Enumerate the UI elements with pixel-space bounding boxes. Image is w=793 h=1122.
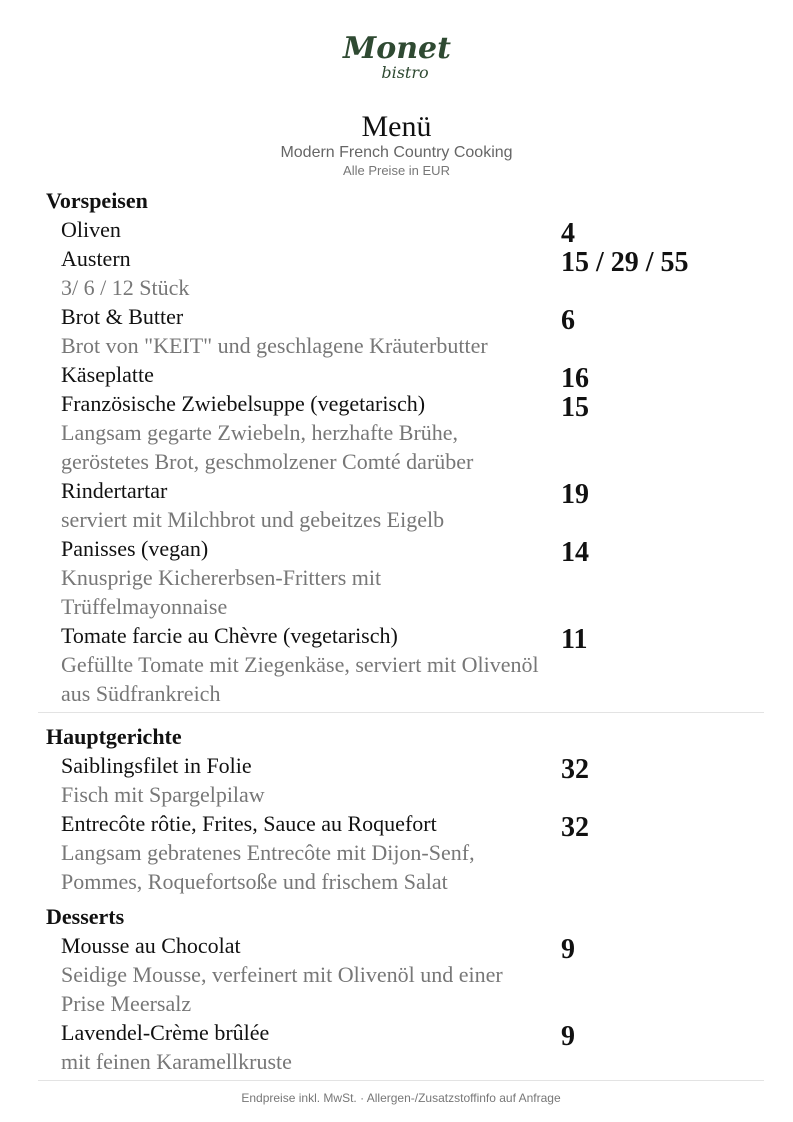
page-subtitle: Modern French Country Cooking [280, 144, 513, 161]
item-description: serviert mit Milchbrot und gebeitzes Eigelb [61, 507, 445, 532]
menu-item [46, 621, 756, 708]
item-description: Brot von "KEIT" und geschlagene Kräuterbutter [61, 333, 488, 358]
section-divider [38, 712, 764, 713]
item-description: Gefüllte Tomate mit Ziegenkäse, serviert mit Olivenöl aus Südfrankreich [61, 652, 539, 706]
item-price: 9 [561, 934, 575, 965]
item-name: Austern [61, 246, 131, 271]
logo-sub-text: bistro [380, 63, 429, 82]
footer-note: Endpreise inkl. MwSt. · Allergen-/Zusatzstoffinfo auf Anfrage [241, 1091, 561, 1105]
item-price: 15 / 29 / 55 [561, 247, 689, 278]
monet-bistro-logo [327, 28, 467, 88]
brand-logo [0, 28, 793, 93]
page-title: Menü [361, 110, 432, 143]
item-price: 14 [561, 537, 589, 568]
section-title: Hauptgerichte [46, 724, 182, 749]
item-name: Lavendel-Crème brûlée [61, 1020, 270, 1045]
item-name: Käseplatte [61, 362, 154, 387]
item-price: 32 [561, 812, 589, 843]
item-name: Saiblingsfilet in Folie [61, 753, 252, 778]
menu-item [46, 244, 756, 302]
item-price: 4 [561, 218, 575, 249]
item-price: 19 [561, 479, 589, 510]
menu-item [46, 389, 756, 476]
menu-item [46, 476, 756, 534]
menu-item [46, 931, 756, 1018]
section-vorspeisen [46, 186, 756, 708]
item-description: Langsam gebratenes Entrecôte mit Dijon-Senf, Pommes, Roquefortsoße und frischem Salat [61, 840, 475, 894]
item-name: Oliven [61, 217, 121, 242]
item-price: 6 [561, 305, 575, 336]
item-name: Rindertartar [61, 478, 168, 503]
section-hauptgerichte [46, 722, 756, 896]
item-description: Fisch mit Spargelpilaw [61, 782, 265, 807]
item-price: 9 [561, 1021, 575, 1052]
item-name: Panisses (vegan) [61, 536, 209, 561]
menu-item [46, 215, 756, 249]
item-description: mit feinen Karamellkruste [61, 1049, 292, 1074]
item-description: Langsam gegarte Zwiebeln, herzhafte Brühe, geröstetes Brot, geschmolzener Comté darüber [61, 420, 474, 474]
menu-header [0, 110, 793, 179]
item-name: Entrecôte rôtie, Frites, Sauce au Roquefort [61, 811, 437, 836]
item-description: Knusprige Kichererbsen-Fritters mit Trüffelmayonnaise [61, 565, 382, 619]
menu-item [46, 534, 756, 621]
item-name: Brot & Butter [61, 304, 184, 329]
item-price: 11 [561, 624, 588, 655]
item-price: 15 [561, 392, 589, 423]
price-currency-note: Alle Preise in EUR [343, 163, 450, 178]
menu-item [46, 809, 756, 896]
item-name: Tomate farcie au Chèvre (vegetarisch) [61, 623, 398, 648]
menu-content [46, 186, 756, 1105]
item-price: 16 [561, 363, 589, 394]
section-desserts [46, 902, 756, 1076]
item-description: 3/ 6 / 12 Stück [61, 275, 190, 300]
section-title: Vorspeisen [46, 188, 148, 213]
menu-item [46, 1018, 756, 1076]
item-price: 32 [561, 754, 589, 785]
item-description: Seidige Mousse, verfeinert mit Olivenöl und einer Prise Meersalz [61, 962, 503, 1016]
menu-item [46, 360, 756, 394]
logo-brand-text: Monet [342, 31, 451, 66]
item-name: Französische Zwiebelsuppe (vegetarisch) [61, 391, 426, 416]
footer-divider [38, 1080, 764, 1081]
menu-item [46, 751, 756, 809]
item-name: Mousse au Chocolat [61, 933, 241, 958]
section-title: Desserts [46, 904, 125, 929]
menu-item [46, 302, 756, 360]
